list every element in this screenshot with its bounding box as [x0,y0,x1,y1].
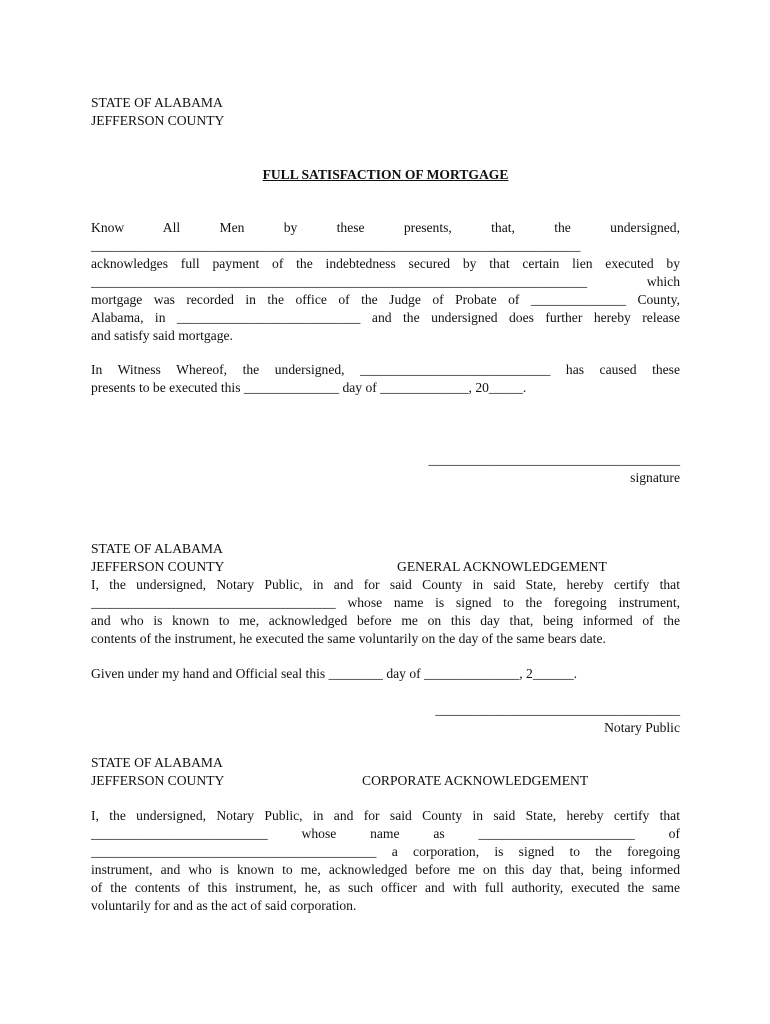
body-line-7: and satisfy said mortgage. [91,328,233,343]
general-ack-heading-row [91,558,680,576]
general-given-text: Given under my hand and Official seal this ________ day of ______________, 2______. [91,666,578,681]
general-given-line [91,665,680,683]
county-label: JEFFERSON COUNTY [91,113,225,128]
venue-header [91,94,680,130]
witness-line-1: In Witness Whereof, the undersigned, ____________________________ has caused these [91,362,680,377]
general-ack-heading: GENERAL ACKNOWLEDGEMENT [397,559,607,574]
witness-line-2: presents to be executed this ______________ day of _____________, 20_____. [91,380,527,395]
corporate-ack-state [91,754,680,772]
corporate-line-1: I, the undersigned, Notary Public, in and for said County in said State, hereby certify that [91,808,680,823]
satisfaction-paragraph [91,219,680,345]
general-state-label: STATE OF ALABAMA [91,541,223,556]
general-ack-state [91,540,680,558]
corporate-line-5: of the contents of this instrument, he, as such officer and with full authority, executed the same [91,880,680,895]
corporate-line-2: __________________________ whose name as _______________________ of [91,826,680,841]
corporate-ack-heading-row [91,772,680,790]
signature-label: signature [630,470,680,485]
body-line-4: _________________________________________________________________________ which [91,274,680,289]
witness-paragraph [91,361,680,397]
corporate-ack-paragraph [91,807,680,915]
corporate-line-6: voluntarily for and as the act of said corporation. [91,898,357,913]
notary-public-label: Notary Public [604,720,680,735]
general-ack-paragraph [91,576,680,648]
general-line-2: ____________________________________ whose name is signed to the foregoing instrument, [91,595,680,610]
body-line-1: Know All Men by these presents, that, the undersigned, [91,220,680,235]
notary-signature-block [91,701,680,737]
document-title: FULL SATISFACTION OF MORTGAGE [262,167,509,182]
body-line-3: acknowledges full payment of the indebtedness secured by that certain lien executed by [91,256,680,271]
corporate-ack-heading: CORPORATE ACKNOWLEDGEMENT [362,773,589,788]
body-line-6: Alabama, in ___________________________ and the undersigned does further hereby release [91,310,680,325]
signature-block [91,451,680,487]
corporate-line-4: instrument, and who is known to me, acknowledged before me on this day that, being informed [91,862,680,877]
general-county-label: JEFFERSON COUNTY [91,559,225,574]
general-line-4: contents of the instrument, he executed the same voluntarily on the day of the same bears date. [91,631,606,646]
notary-signature-line: ____________________________________ [435,702,680,717]
state-label: STATE OF ALABAMA [91,95,223,110]
corporate-line-3: __________________________________________ a corporation, is signed to the foregoing [91,844,680,859]
corporate-state-label: STATE OF ALABAMA [91,755,223,770]
body-line-2: ________________________________________________________________________ [91,238,581,253]
signature-line: _____________________________________ [428,452,680,467]
general-line-3: and who is known to me, acknowledged before me on this day that, being informed of the [91,613,680,628]
body-line-5: mortgage was recorded in the office of the Judge of Probate of ______________ County, [91,292,680,307]
general-line-1: I, the undersigned, Notary Public, in and for said County in said State, hereby certify that [91,577,680,592]
corporate-county-label: JEFFERSON COUNTY [91,773,225,788]
